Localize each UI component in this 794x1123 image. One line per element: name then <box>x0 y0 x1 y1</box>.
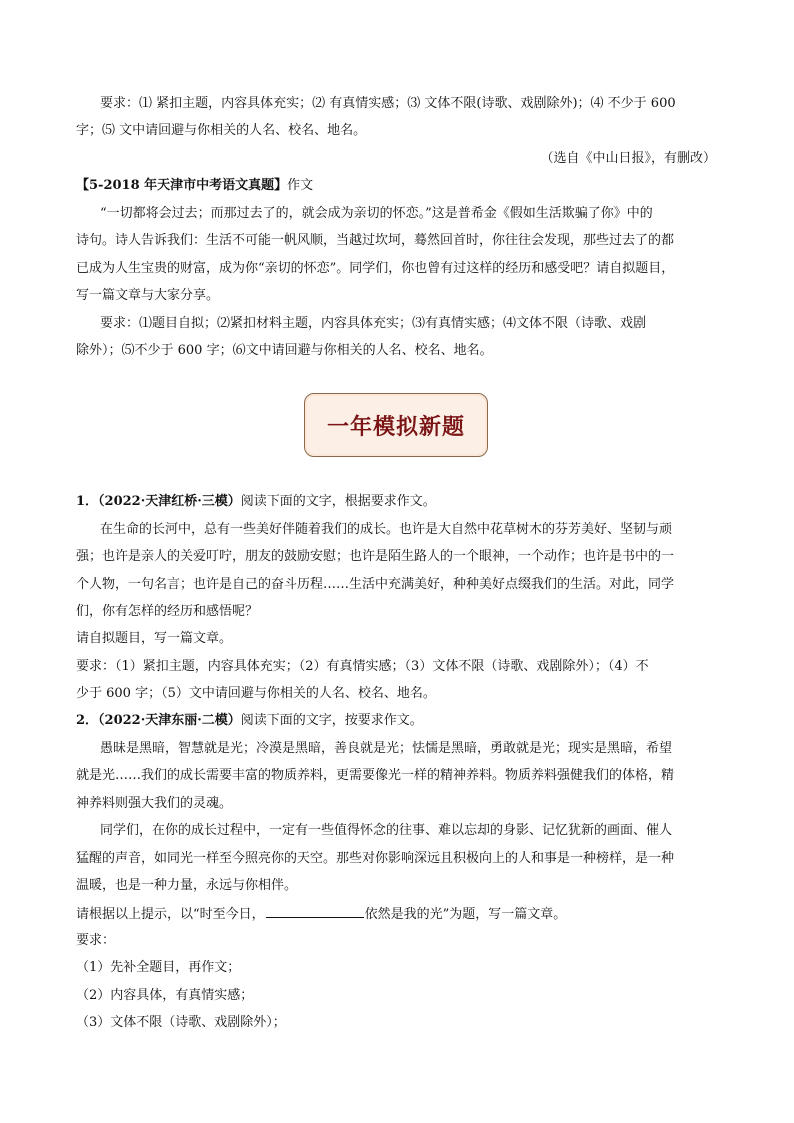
prompt-suffix: 依然是我的光”为题，写一篇文章。 <box>364 907 567 922</box>
item-1-requirement-line-2: 少于 600 字；（5）文中请回避与你相关的人名、校名、地名。 <box>76 686 436 701</box>
item-2-line-2: 就是光……我们的成长需要丰富的物质养料，更需要像光一样的精神养料。物质养料强健我们的体格，精 <box>76 768 675 783</box>
item-1-line-5: 请自拟题目，写一篇文章。 <box>76 631 233 646</box>
q5-requirement-line-2: 除外）；⑸不少于 600 字；⑹文中请回避与你相关的人名、校名、地名。 <box>76 343 493 358</box>
item-1-line-3: 个人物，一句名言；也许是自己的奋斗历程……生活中充满美好，种种美好点缀我们的生活。对此，同学 <box>76 577 675 592</box>
item-2-requirement-3: （3）文体不限（诗歌、戏剧除外）； <box>76 1015 286 1030</box>
item-1-source: 1．（2022·天津红桥·三模） <box>76 494 241 509</box>
item-2-line-3: 神养料则强大我们的灵魂。 <box>76 796 233 811</box>
title-fill-blank <box>266 904 364 918</box>
item-2-line-1: 愚昧是黑暗，智慧就是光；冷漠是黑暗，善良就是光；怯懦是黑暗，勇敢就是光；现实是黑暗，希望 <box>100 741 673 756</box>
item-2-line-5: 猛醒的声音，如同光一样至今照亮你的天空。那些对你影响深远且积极向上的人和事是一种榜样，是一种 <box>76 851 675 866</box>
section-title: 一年模拟新题 <box>326 413 465 440</box>
q5-paragraph-line-4: 写一篇文章与大家分享。 <box>76 288 220 303</box>
section-title-badge <box>304 393 488 457</box>
item-1-heading <box>76 493 436 511</box>
q5-paragraph-line-3: 已成为人生宝贵的财富，成为你“亲切的怀恋”。同学们，你也曾有过这样的经历和感受吧？请自拟题目， <box>76 261 675 276</box>
q5-paragraph-line-2: 诗句。诗人告诉我们：生活不可能一帆风顺，当越过坎坷，蓦然回首时，你往往会发现，那些过去了的都 <box>76 233 675 248</box>
item-1-line-1: 在生命的长河中，总有一些美好伴随着我们的成长。也许是大自然中花草树木的芬芳美好、坚韧与顽 <box>100 522 673 537</box>
question-5-title-tail: 作文 <box>287 178 314 193</box>
q5-paragraph-line-1: “一切都将会过去；而那过去了的，就会成为亲切的怀恋。”这是普希金《假如生活欺骗了你》中的 <box>100 206 653 221</box>
item-1-line-2: 强；也许是亲人的关爱叮咛，朋友的鼓励安慰；也许是陌生路人的一个眼神，一个动作；也许是书中的一 <box>76 549 675 564</box>
source-citation: （选自《中山日报》，有删改） <box>540 151 716 166</box>
item-1-line-4: 们，你有怎样的经历和感悟呢？ <box>76 604 259 619</box>
item-2-requirement-2: （2）内容具体，有真情实感； <box>76 988 254 1003</box>
top-requirement-line-2: 字；⑸ 文中请回避与你相关的人名、校名、地名。 <box>76 123 367 138</box>
item-2-prompt-line <box>76 904 566 924</box>
item-2-requirements-label: 要求： <box>76 933 116 948</box>
prompt-prefix: 请根据以上提示，以“时至今日， <box>76 907 265 922</box>
item-2-requirement-1: （1）先补全题目，再作文； <box>76 960 241 975</box>
item-2-source: 2．（2022·天津东丽·二模） <box>76 713 241 728</box>
top-requirement-line-1: 要求：⑴ 紧扣主题，内容具体充实；⑵ 有真情实感；⑶ 文体不限(诗歌、戏剧除外)；⑷ 不少于 600 <box>100 96 676 111</box>
q5-requirement-line-1: 要求：⑴题目自拟；⑵紧扣材料主题，内容具体充实；⑶有真情实感；⑷文体不限（诗歌、戏剧 <box>100 316 647 331</box>
item-2-line-4: 同学们，在你的成长过程中，一定有一些值得怀念的往事、难以忘却的身影、记忆犹新的画面、催人 <box>100 823 673 838</box>
item-1-instruction: 阅读下面的文字，根据要求作文。 <box>240 494 436 509</box>
item-2-heading <box>76 712 423 730</box>
question-5-heading <box>76 177 313 195</box>
item-2-line-6: 温暖，也是一种力量，永远与你相伴。 <box>76 878 298 893</box>
question-5-title: 【5-2018 年天津市中考语文真题】 <box>76 178 288 193</box>
item-1-requirement-line-1: 要求：（1）紧扣主题，内容具体充实；（2）有真情实感；（3）文体不限（诗歌、戏剧除外）；（4）不 <box>76 659 649 674</box>
item-2-instruction: 阅读下面的文字，按要求作文。 <box>240 713 423 728</box>
